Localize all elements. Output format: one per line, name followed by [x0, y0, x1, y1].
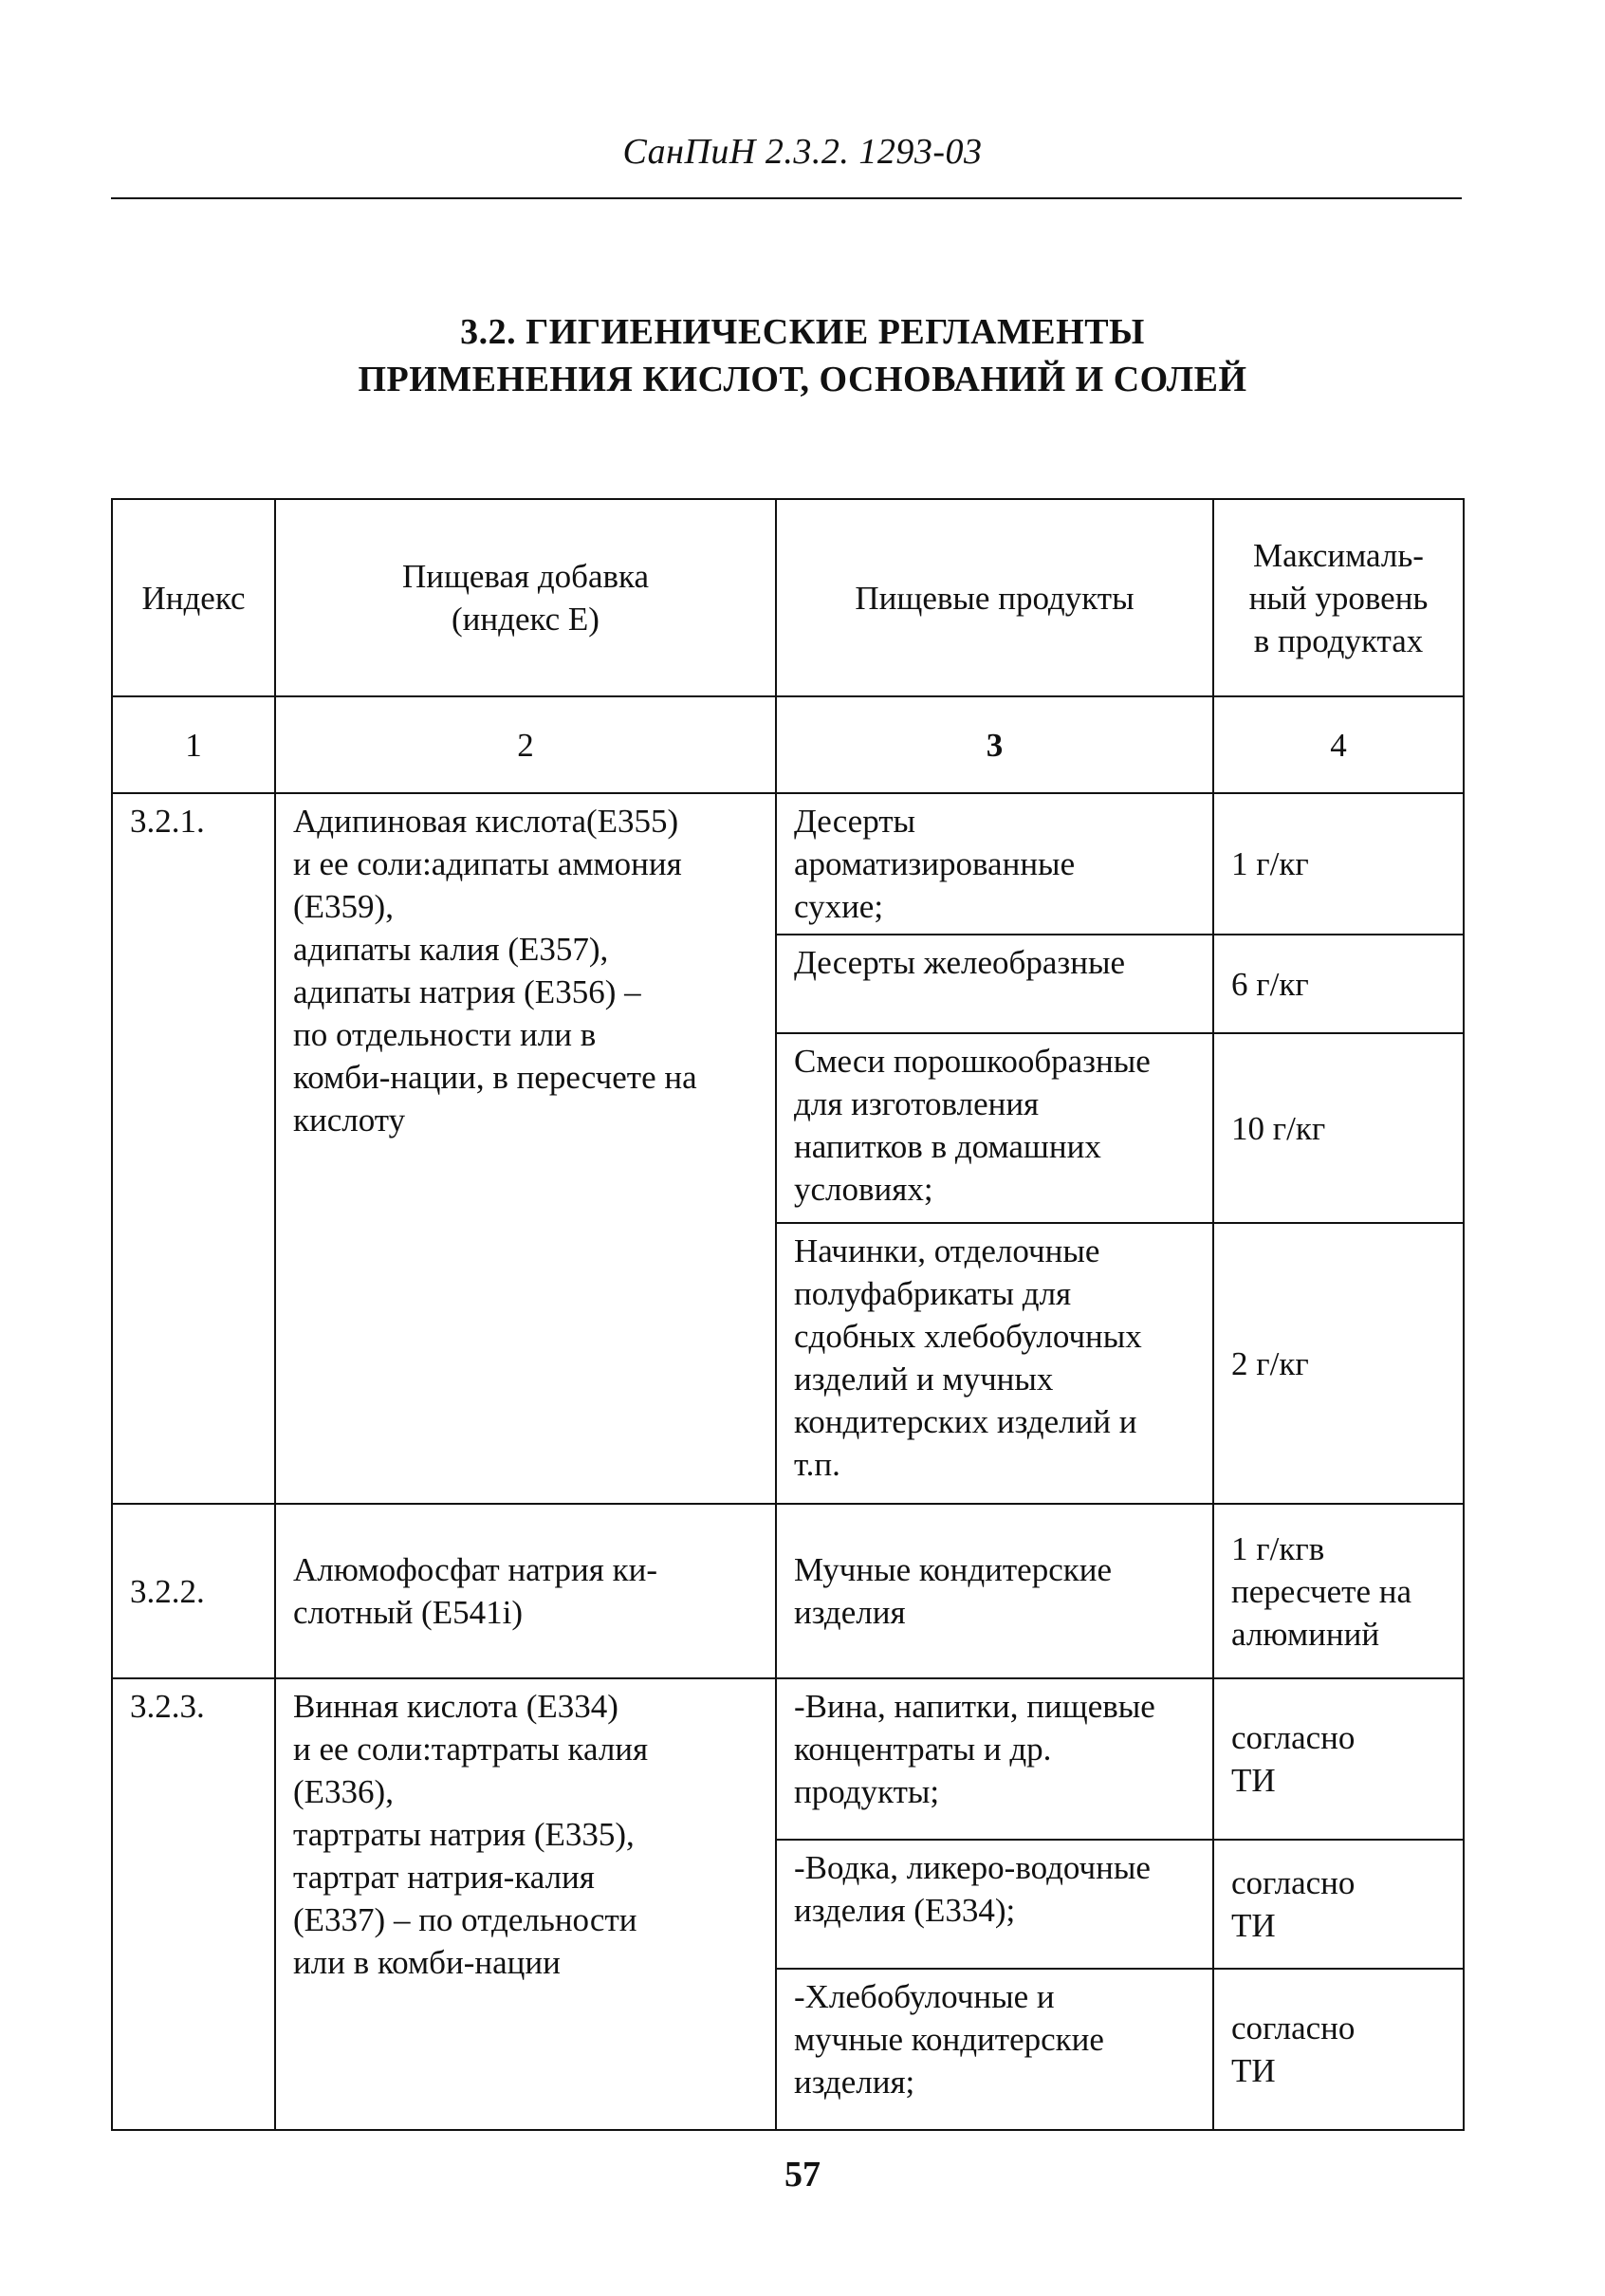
product-cell — [776, 935, 1213, 1033]
product-line: условиях; — [794, 1171, 933, 1208]
product-cell — [776, 1840, 1213, 1969]
header-rule — [111, 197, 1462, 199]
product-line: изделия — [794, 1594, 906, 1631]
additive-line: (Е336), — [293, 1773, 394, 1810]
additive-line: по отдельности или в — [293, 1016, 597, 1053]
level-line: согласно — [1231, 2009, 1356, 2046]
section-title — [0, 308, 1605, 403]
level-line: согласно — [1231, 1719, 1356, 1756]
level-line: согласно — [1231, 1864, 1356, 1901]
level-line: 10 г/кг — [1231, 1109, 1326, 1147]
level-line: алюминий — [1231, 1615, 1380, 1653]
product-cell — [776, 1223, 1213, 1504]
level-cell — [1213, 1033, 1464, 1223]
level-line: пересчете на — [1231, 1572, 1411, 1610]
header-products: Пищевые продукты — [776, 499, 1213, 696]
header-additive: Пищевая добавка (индекс Е) — [275, 499, 776, 696]
page-number: 57 — [784, 2155, 821, 2194]
product-line: Смеси порошкообразные — [794, 1043, 1151, 1080]
product-line: напитков в домашних — [794, 1128, 1101, 1165]
product-line: -Водка, ликеро-водочные — [794, 1849, 1151, 1886]
additive-line: и ее соли:адипаты аммония — [293, 845, 682, 882]
section-title-line-1: 3.2. ГИГИЕНИЧЕСКИЕ РЕГЛАМЕНТЫ — [460, 312, 1145, 352]
product-line: ароматизированные — [794, 845, 1076, 882]
column-number: 2 — [275, 696, 776, 793]
product-cell — [776, 793, 1213, 935]
level-line: ТИ — [1231, 1907, 1276, 1944]
index-cell: 3.2.1. — [112, 793, 275, 1504]
product-cell — [776, 1033, 1213, 1223]
product-line: полуфабрикаты для — [794, 1275, 1072, 1312]
level-cell — [1213, 1678, 1464, 1840]
column-number-row — [112, 696, 1464, 793]
product-line: -Хлебобулочные и — [794, 1978, 1055, 2015]
product-line: мучные кондитерские — [794, 2021, 1104, 2058]
additive-line: (Е359), — [293, 888, 394, 925]
level-line: 2 г/кг — [1231, 1344, 1309, 1382]
additive-cell — [275, 1678, 776, 2130]
level-cell — [1213, 793, 1464, 935]
level-cell — [1213, 935, 1464, 1033]
product-line: Мучные кондитерские — [794, 1551, 1113, 1588]
product-line: изделия (Е334); — [794, 1892, 1016, 1929]
product-cell — [776, 1969, 1213, 2130]
level-line: 6 г/кг — [1231, 965, 1309, 1003]
product-line: т.п. — [794, 1446, 840, 1483]
header-max-level: Максималь- ный уровень в продуктах — [1213, 499, 1464, 696]
additive-line: комби-нации, в пересчете на — [293, 1059, 697, 1096]
product-line: изделия; — [794, 2064, 915, 2101]
additive-line: и ее соли:тартраты калия — [293, 1731, 649, 1768]
additive-line: адипаты натрия (Е356) – — [293, 973, 641, 1010]
table-row — [112, 1504, 1464, 1678]
additive-line: тартрат натрия-калия — [293, 1859, 595, 1896]
additive-cell — [275, 1504, 776, 1678]
regulations-table — [111, 498, 1465, 2131]
level-line: 1 г/кгв — [1231, 1529, 1325, 1567]
product-line: Десерты — [794, 803, 916, 840]
table-row — [112, 793, 1464, 935]
level-cell — [1213, 1840, 1464, 1969]
product-line: для изготовления — [794, 1085, 1040, 1122]
level-cell — [1213, 1223, 1464, 1504]
additive-line: тартраты натрия (Е335), — [293, 1816, 635, 1853]
product-line: концентраты и др. — [794, 1731, 1052, 1768]
level-line: ТИ — [1231, 1762, 1276, 1799]
column-number: 3 — [776, 696, 1213, 793]
additive-line: Винная кислота (Е334) — [293, 1688, 618, 1725]
index-cell: 3.2.3. — [112, 1678, 275, 2130]
additive-line: или в комби-нации — [293, 1944, 561, 1981]
product-line: кондитерских изделий и — [794, 1403, 1137, 1440]
product-cell — [776, 1678, 1213, 1840]
header-index: Индекс — [112, 499, 275, 696]
additive-line: Адипиновая кислота(Е355) — [293, 803, 679, 840]
additive-line: адипаты калия (Е357), — [293, 931, 609, 968]
product-line: -Вина, напитки, пищевые — [794, 1688, 1155, 1725]
table-body — [112, 793, 1464, 2130]
section-title-line-2: ПРИМЕНЕНИЯ КИСЛОТ, ОСНОВАНИЙ И СОЛЕЙ — [358, 360, 1247, 399]
level-line: ТИ — [1231, 2052, 1276, 2089]
additive-line: (Е337) – по отдельности — [293, 1901, 637, 1938]
product-line: сухие; — [794, 888, 884, 925]
index-cell: 3.2.2. — [112, 1504, 275, 1678]
column-number: 1 — [112, 696, 275, 793]
product-line: Десерты желеобразные — [794, 944, 1126, 981]
column-number: 4 — [1213, 696, 1464, 793]
additive-cell — [275, 793, 776, 1504]
level-cell — [1213, 1969, 1464, 2130]
additive-line: слотный (Е541i) — [293, 1594, 523, 1631]
level-cell — [1213, 1504, 1464, 1678]
product-cell — [776, 1504, 1213, 1678]
additive-line: Алюмофосфат натрия ки- — [293, 1551, 657, 1588]
table-row — [112, 1678, 1464, 1840]
product-line: сдобных хлебобулочных — [794, 1318, 1142, 1355]
product-line: продукты; — [794, 1773, 940, 1810]
header-row — [112, 499, 1464, 696]
product-line: Начинки, отделочные — [794, 1232, 1100, 1269]
product-line: изделий и мучных — [794, 1361, 1054, 1398]
level-line: 1 г/кг — [1231, 845, 1309, 882]
additive-line: кислоту — [293, 1102, 406, 1139]
running-head: СанПиН 2.3.2. 1293-03 — [622, 132, 983, 172]
